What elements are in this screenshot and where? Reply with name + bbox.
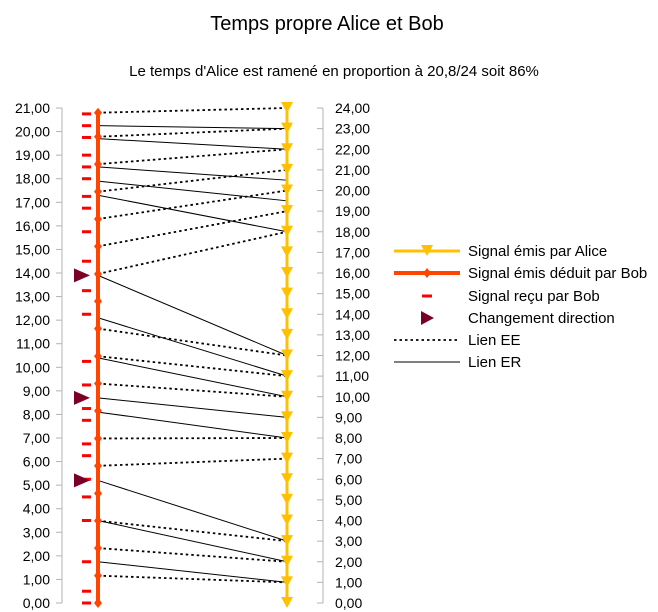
bob-marker xyxy=(94,187,102,197)
legend-label: Changement direction xyxy=(468,310,615,327)
left-axis-tick-label: 9,00 xyxy=(22,382,50,399)
link-ee xyxy=(98,459,287,466)
left-axis-tick-label: 18,00 xyxy=(14,170,50,187)
bob-marker xyxy=(94,571,102,581)
alice-marker xyxy=(281,515,293,526)
left-axis-tick-label: 0,00 xyxy=(22,595,50,611)
link-ee xyxy=(98,191,287,220)
left-axis-tick-label: 14,00 xyxy=(14,265,50,281)
links-layer xyxy=(98,108,287,582)
left-axis-tick-label: 7,00 xyxy=(22,430,50,446)
bob-marker xyxy=(94,214,102,224)
legend-marker-direction xyxy=(421,311,434,325)
left-axis-tick-label: 20,00 xyxy=(14,123,50,140)
right-axis-tick-label: 16,00 xyxy=(335,265,371,281)
received-marker xyxy=(82,112,91,115)
received-marker xyxy=(82,124,91,127)
bob-marker xyxy=(94,241,102,251)
received-marker xyxy=(82,165,91,168)
received-marker xyxy=(82,590,91,593)
left-axis-tick-label: 4,00 xyxy=(22,500,50,517)
right-axis-tick-label: 20,00 xyxy=(335,182,371,199)
left-axis-tick-label: 5,00 xyxy=(22,477,50,494)
left-axis-tick-label: 21,00 xyxy=(14,100,50,116)
direction-change-marker xyxy=(74,268,90,282)
right-axis-tick-label: 11,00 xyxy=(335,368,369,385)
received-marker xyxy=(82,519,91,522)
bob-marker xyxy=(94,108,102,118)
link-ee xyxy=(98,329,287,356)
alice-marker xyxy=(281,453,293,464)
link-er xyxy=(98,195,287,232)
received-marker xyxy=(82,495,91,498)
received-marker xyxy=(82,407,91,410)
received-marker xyxy=(82,419,91,422)
link-er xyxy=(98,181,287,201)
link-er xyxy=(98,480,287,541)
alice-marker xyxy=(281,267,293,278)
left-axis-tick-label: 19,00 xyxy=(14,147,50,164)
bob-marker xyxy=(94,461,102,471)
alice-marker xyxy=(281,535,293,546)
received-marker xyxy=(82,560,91,563)
link-ee xyxy=(98,548,287,562)
received-marker xyxy=(82,360,91,363)
left-axis-tick-label: 3,00 xyxy=(22,524,50,541)
right-axis-tick-label: 15,00 xyxy=(335,285,371,302)
bob-marker xyxy=(94,269,102,279)
direction-change-marker xyxy=(74,473,90,487)
left-axis-tick-label: 12,00 xyxy=(14,312,50,329)
right-axis-tick-label: 22,00 xyxy=(335,141,371,158)
bob-marker xyxy=(94,351,102,361)
legend-label: Lien EE xyxy=(468,332,521,349)
link-er xyxy=(98,318,287,376)
link-ee xyxy=(98,384,287,397)
received-marker xyxy=(82,289,91,292)
left-axis-tick-label: 15,00 xyxy=(14,241,50,258)
alice-marker xyxy=(281,329,293,340)
right-axis-tick-label: 19,00 xyxy=(335,203,371,220)
right-axis-tick-label: 6,00 xyxy=(335,471,363,488)
alice-marker xyxy=(281,205,293,216)
received-marker xyxy=(82,442,91,445)
right-axis-tick-label: 1,00 xyxy=(335,574,363,591)
alice-marker xyxy=(281,185,293,196)
right-axis-tick-label: 7,00 xyxy=(335,450,363,467)
right-axis-tick-label: 14,00 xyxy=(335,306,371,323)
right-axis-tick-label: 24,00 xyxy=(335,100,371,116)
right-axis-tick-label: 8,00 xyxy=(335,430,363,446)
direction-change-marker xyxy=(74,391,90,405)
chart-subtitle: Le temps d'Alice est ramené en proportion à 20,8/24 soit 86% xyxy=(129,63,539,80)
right-axis-tick-label: 9,00 xyxy=(335,409,363,426)
link-er xyxy=(98,412,287,438)
bob-marker xyxy=(94,488,102,498)
chart-title: Temps propre Alice et Bob xyxy=(210,13,444,35)
alice-marker xyxy=(281,246,293,257)
right-axis-tick-label: 17,00 xyxy=(335,244,371,261)
link-er xyxy=(98,126,287,129)
link-er xyxy=(98,398,287,417)
legend-label: Signal émis déduit par Bob xyxy=(468,265,648,282)
received-marker xyxy=(82,207,91,210)
right-axis-tick-label: 12,00 xyxy=(335,347,371,364)
legend-label: Signal émis par Alice xyxy=(468,243,608,260)
legend-label: Lien ER xyxy=(468,354,522,371)
alice-marker xyxy=(281,473,293,484)
alice-marker xyxy=(281,288,293,299)
alice-marker xyxy=(281,597,293,608)
bob-marker xyxy=(94,324,102,334)
received-marker xyxy=(82,195,91,198)
link-ee xyxy=(98,232,287,274)
alice-marker xyxy=(281,350,293,361)
alice-marker xyxy=(281,494,293,505)
right-axis-tick-label: 2,00 xyxy=(335,553,363,570)
link-er xyxy=(98,275,287,355)
received-marker xyxy=(82,313,91,316)
right-axis-tick-label: 0,00 xyxy=(335,595,363,611)
left-axis-tick-label: 10,00 xyxy=(14,359,50,376)
received-marker xyxy=(82,177,91,180)
right-axis-tick-label: 21,00 xyxy=(335,161,371,178)
right-axis-tick-label: 18,00 xyxy=(335,223,371,240)
received-marker xyxy=(82,260,91,263)
link-ee xyxy=(98,211,287,246)
bob-marker xyxy=(94,296,102,306)
left-axis-tick-label: 2,00 xyxy=(22,547,50,564)
link-ee xyxy=(98,356,287,376)
left-axis-tick-label: 8,00 xyxy=(22,406,50,423)
right-axis-tick-label: 5,00 xyxy=(335,491,363,508)
left-axis-tick-label: 16,00 xyxy=(14,217,50,234)
bob-marker xyxy=(94,543,102,553)
left-axis-tick-label: 13,00 xyxy=(14,288,50,305)
right-axis-tick-label: 13,00 xyxy=(335,326,371,343)
bob-marker xyxy=(94,132,102,142)
bob-marker xyxy=(94,379,102,389)
received-marker xyxy=(82,602,91,605)
link-ee xyxy=(98,521,287,541)
link-ee xyxy=(98,149,287,164)
bob-marker xyxy=(94,433,102,443)
alice-marker xyxy=(281,164,293,175)
alice-marker xyxy=(281,102,293,113)
alice-marker xyxy=(281,370,293,381)
bob-marker xyxy=(94,598,102,608)
received-marker xyxy=(82,136,91,139)
legend xyxy=(394,243,647,371)
link-ee xyxy=(98,108,287,113)
left-axis-tick-label: 1,00 xyxy=(22,571,50,588)
right-axis-tick-label: 4,00 xyxy=(335,512,363,529)
legend-marker-bob xyxy=(423,268,431,278)
left-axis-tick-label: 11,00 xyxy=(16,335,50,352)
right-axis-tick-label: 3,00 xyxy=(335,533,363,550)
right-axis-tick-label: 23,00 xyxy=(335,120,371,137)
received-marker xyxy=(82,154,91,157)
axes xyxy=(15,100,370,611)
received-marker xyxy=(82,230,91,233)
alice-marker xyxy=(281,308,293,319)
left-axis-tick-label: 17,00 xyxy=(14,194,50,211)
legend-marker-received xyxy=(422,295,432,298)
link-ee xyxy=(98,129,287,137)
left-axis-tick-label: 6,00 xyxy=(22,453,50,470)
right-axis-tick-label: 10,00 xyxy=(335,388,371,405)
received-marker xyxy=(82,383,91,386)
received-marker xyxy=(82,454,91,457)
legend-label: Signal reçu par Bob xyxy=(468,288,600,305)
bob-marker xyxy=(94,516,102,526)
bob-marker xyxy=(94,406,102,416)
link-er xyxy=(98,139,287,150)
